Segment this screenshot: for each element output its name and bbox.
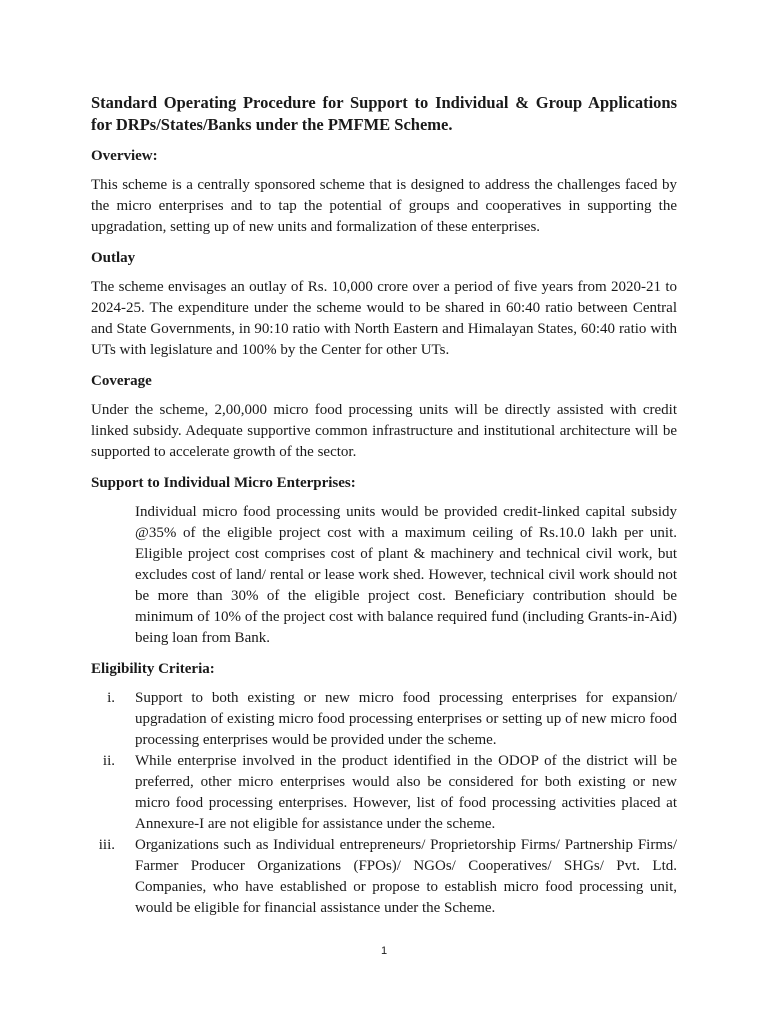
support-paragraph: Individual micro food processing units would be provided credit-linked capital subsidy @35% of the eligible project cost with a maximum ceiling of Rs.10.0 lakh per unit. Eligible project cost comprises cost of plant & machinery and technical civil work, but excludes cost of land/ rental or lease work shed. However, technical civil work should not be more than 30% of the eligible project cost. Beneficiary contribution should be minimum of 10% of the project cost with balance required fund (including Grants-in-Aid) being loan from Bank.	[135, 504, 677, 646]
eligibility-list	[91, 688, 677, 919]
list-item-number: ii.	[102, 753, 115, 769]
outlay-paragraph: The scheme envisages an outlay of Rs. 10,000 crore over a period of five years from 2020-21 to 2024-25. The expenditure under the scheme would to be shared in 60:40 ratio between Central and State Governments, in 90:10 ratio with North Eastern and Himalayan States, 60:40 ratio with UTs with legislature and 100% by the Center for other UTs.	[91, 279, 677, 358]
document-page	[91, 92, 677, 919]
list-item	[91, 751, 677, 835]
document-title: Standard Operating Procedure for Support to Individual & Group Applications for DRPs/States/Banks under the PMFME Scheme.	[91, 93, 677, 134]
list-item-text: Support to both existing or new micro food processing enterprises for expansion/ upgradation of existing micro food processing enterprises or setting up of new micro food processing enterprises would be provided under the scheme.	[135, 690, 677, 748]
coverage-paragraph: Under the scheme, 2,00,000 micro food processing units will be directly assisted with credit linked subsidy. Adequate supportive common infrastructure and institutional architecture will be supported to accelerate growth of the sector.	[91, 402, 677, 460]
overview-heading: Overview:	[91, 148, 158, 164]
page-number: 1	[380, 945, 388, 957]
list-item-text: Organizations such as Individual entrepreneurs/ Proprietorship Firms/ Partnership Firms/ Farmer Producer Organizations (FPOs)/ NGOs/ Cooperatives/ SHGs/ Pvt. Ltd. Companies, who have established or propose to establish micro food processing unit, would be eligible for financial assistance under the Scheme.	[135, 837, 677, 916]
list-item	[91, 688, 677, 751]
coverage-heading: Coverage	[91, 373, 152, 389]
list-item-text: While enterprise involved in the product identified in the ODOP of the district will be preferred, other micro enterprises would also be considered for both existing or new micro food processing enterprises. However, list of food processing activities placed at Annexure-I are not eligible for assistance under the scheme.	[135, 753, 677, 832]
support-heading: Support to Individual Micro Enterprises:	[91, 475, 356, 491]
list-item	[91, 835, 677, 919]
list-item-number: iii.	[98, 837, 115, 853]
eligibility-heading: Eligibility Criteria:	[91, 661, 215, 677]
outlay-heading: Outlay	[91, 250, 136, 266]
overview-paragraph: This scheme is a centrally sponsored scheme that is designed to address the challenges faced by the micro enterprises and to tap the potential of groups and cooperatives in supporting the upgradation, setting up of new units and formalization of these enterprises.	[91, 177, 677, 235]
list-item-number: i.	[107, 690, 115, 706]
